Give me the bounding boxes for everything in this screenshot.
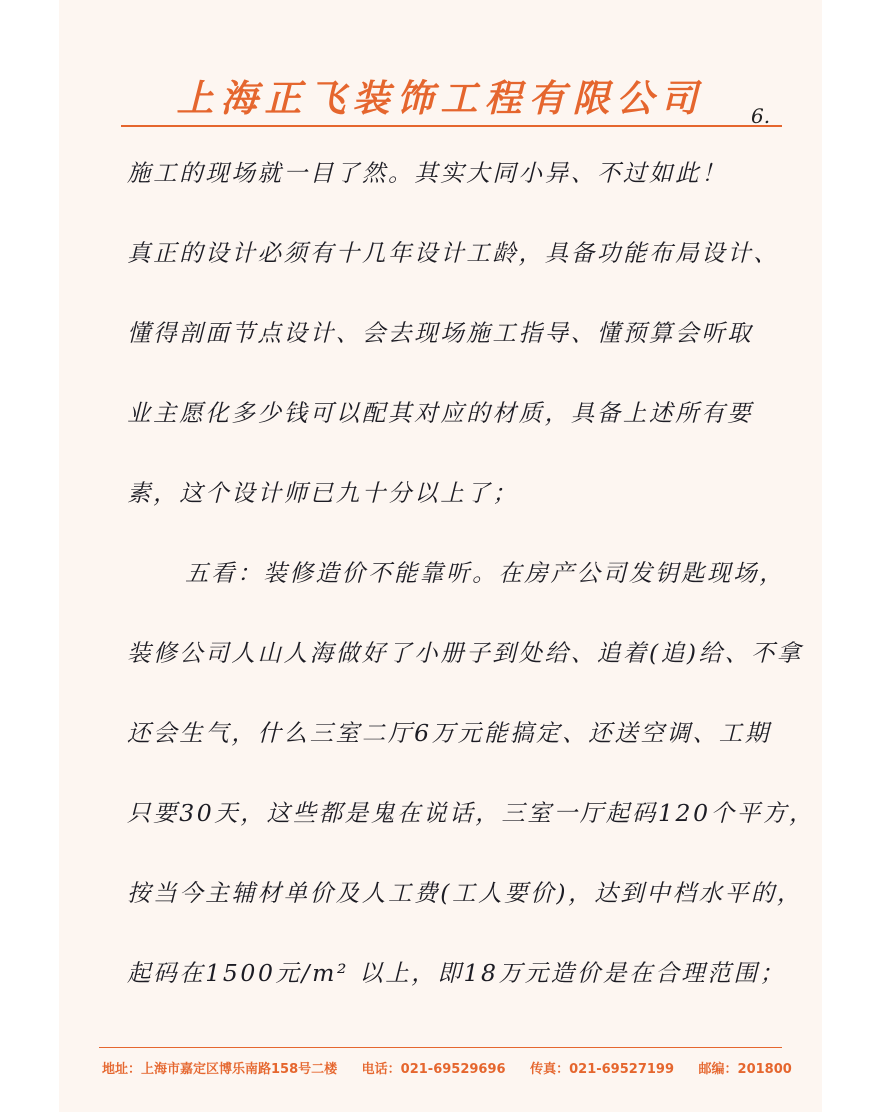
body-line: 还会生气，什么三室二厅6万元能搞定、还送空调、工期 [127,719,771,747]
body-line: 五看：装修造价不能靠听。在房产公司发钥匙现场， [185,559,786,587]
body-line: 起码在1500元/m² 以上，即18万元造价是在合理范围； [127,959,786,987]
body-line: 素，这个设计师已九十分以上了； [127,479,519,507]
footer-address: 地址：上海市嘉定区博乐南路158号二楼 [102,1062,338,1077]
footer-phone: 电话：021-69529696 [361,1062,506,1077]
company-letterhead: 上海正飞装饰工程有限公司 [176,77,705,120]
handwritten-body [127,140,816,1020]
body-line: 业主愿化多少钱可以配其对应的材质，具备上述所有要 [127,399,754,427]
body-line: 施工的现场就一目了然。其实大同小异、不过如此！ [127,159,728,187]
header-rule [121,125,782,127]
letter-page [59,0,822,1112]
letterhead-footer [102,1058,792,1077]
page-number: 6. [751,104,771,128]
body-line: 只要30天，这些都是鬼在说话，三室一厅起码120个平方， [127,799,816,827]
body-line: 按当今主辅材单价及人工费(工人要价)，达到中档水平的， [127,879,804,907]
body-line: 真正的设计必须有十几年设计工龄，具备功能布局设计、 [127,239,780,267]
footer-postcode: 邮编：201800 [698,1062,792,1077]
body-line: 懂得剖面节点设计、会去现场施工指导、懂预算会听取 [127,319,754,347]
body-line: 装修公司人山人海做好了小册子到处给、追着(追)给、不拿 [127,639,804,667]
footer-fax: 传真：021-69527199 [530,1062,675,1077]
footer-rule [99,1047,782,1048]
